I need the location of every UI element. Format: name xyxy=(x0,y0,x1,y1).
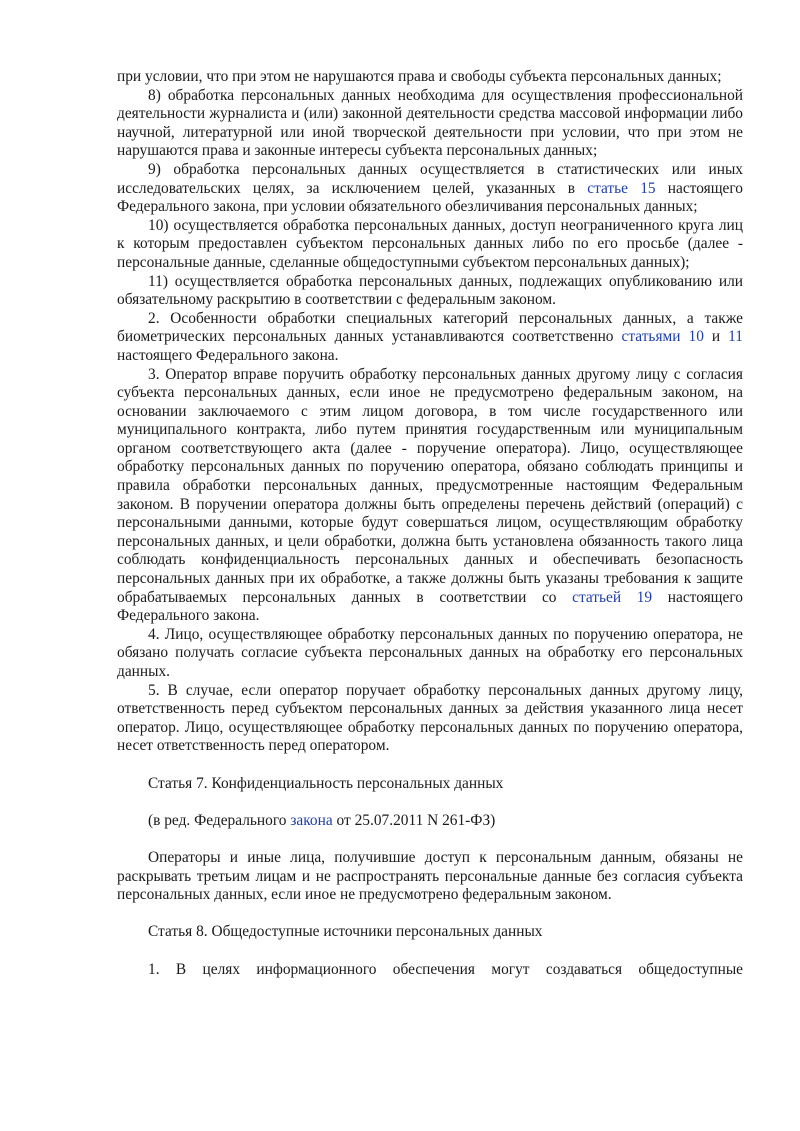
article-8-heading: Статья 8. Общедоступные источники персональных данных xyxy=(148,923,543,941)
paragraph-text: 9) обработка персональных данных осуществляется в статистических или иных исследовательских целях, за исключением целей, указанных в xyxy=(117,160,743,197)
link-article-10[interactable]: статьями 10 xyxy=(621,328,704,346)
paragraph-clause-4: 4. Лицо, осуществляющее обработку персональных данных по поручению оператора, не обязано получать согласие субъекта персональных данных на обработку его персональных данных. xyxy=(117,625,743,680)
paragraph-text: 2. Особенности обработки специальных категорий персональных данных, а также биометрических персональных данных устанавливаются соответственно xyxy=(117,309,743,346)
edition-text: (в ред. Федерального xyxy=(148,811,291,829)
paragraph-item-11: 11) осуществляется обработка персональных данных, подлежащих опубликованию или обязательному раскрытию в соответствии с федеральным законом. xyxy=(117,272,743,309)
paragraph-clause-3 xyxy=(117,366,743,626)
link-article-11[interactable]: 11 xyxy=(728,328,743,346)
article-7-heading: Статья 7. Конфиденциальность персональных данных xyxy=(148,774,504,792)
paragraph-item-9 xyxy=(117,161,743,217)
article-7-text: Операторы и иные лица, получившие доступ к персональным данным, обязаны не раскрывать третьим лицам и не распространять персональные данные без согласия субъекта персональных данных, если иное не предусмотрено федеральным законом. xyxy=(117,848,743,904)
article-7-edition-note xyxy=(117,812,743,831)
link-article-15[interactable]: статье 15 xyxy=(587,179,656,197)
paragraph-clause-5: 5. В случае, если оператор поручает обработку персональных данных другому лицу, ответственность перед субъектом персональных данных за действия указанного лица несет оператор. Лицо, осуществляющее обработку персональных данных по поручению оператора, несет ответственность перед оператором. xyxy=(117,681,743,755)
edition-text: от 25.07.2011 N 261-ФЗ) xyxy=(332,811,496,829)
paragraph-clause-2 xyxy=(117,310,743,366)
paragraph-text: настоящего Федерального закона. xyxy=(117,346,339,364)
paragraph-text: и xyxy=(703,328,729,346)
paragraph-text: настоящего Федерального закона, при условии обязательного обезличивания персональных данных; xyxy=(117,179,743,216)
paragraph-item-10: 10) осуществляется обработка персональных данных, доступ неограниченного круга лиц к которым предоставлен субъектом персональных данных либо по его просьбе (далее - персональные данные, сделанные общедоступными субъектом персональных данных); xyxy=(117,216,743,271)
paragraph-item-8: 8) обработка персональных данных необходима для осуществления профессиональной деятельности журналиста и (или) законной деятельности средства массовой информации либо научной, литературной или иной творческой деятельности при условии, что при этом не нарушаются права и законные интересы субъекта персональных данных; xyxy=(117,86,743,160)
paragraph-text: 3. Оператор вправе поручить обработку персональных данных другому лицу с согласия субъекта персональных данных, если иное не предусмотрено федеральным законом, на основании заключаемого с этим лицом договора, в том числе государственного или муниципального контракта, либо путем принятия государственным или муниципальным органом соответствующего акта (далее - поручение оператора). Лицо, осуществляющее обработку персональных данных по поручению оператора, обязано соблюдать принципы и правила обработки персональных данных, предусмотренные настоящим Федеральным законом. В поручении оператора должны быть определены перечень действий (операций) с персональными данными, которые будут совершаться лицом, осуществляющим обработку персональных данных, и цели обработки, должна быть установлена обязанность такого лица соблюдать конфиденциальность персональных данных и обеспечивать безопасность персональных данных при их обработке, а также должны быть указаны требования к защите обрабатываемых персональных данных в соответствии со xyxy=(117,365,743,606)
link-law[interactable]: закона xyxy=(290,811,333,829)
link-article-19[interactable]: статьей 19 xyxy=(572,588,653,606)
paragraph-continuation: при условии, что при этом не нарушаются права и свободы субъекта персональных данных; xyxy=(117,68,722,85)
paragraph-text: настоящего Федерального закона. xyxy=(117,588,743,625)
article-8-text: 1. В целях информационного обеспечения могут создаваться общедоступные xyxy=(148,960,743,978)
document-page xyxy=(117,68,743,979)
